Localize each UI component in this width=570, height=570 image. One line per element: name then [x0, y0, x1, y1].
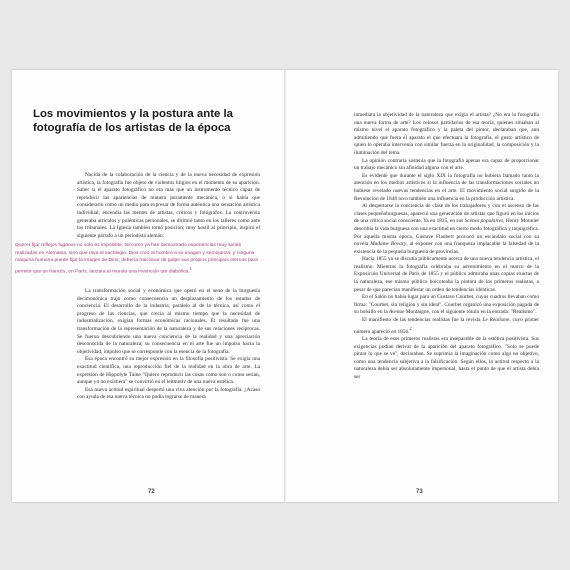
page-number: 73: [416, 489, 423, 495]
footnote-ref: 2: [409, 325, 412, 331]
paragraph: Hacia 1855 ya se discutía públicamente acerca de una nueva tendencia artística, el realismo. Mientras la fotografía celebraba su advenimiento en el marco de la Exposición Universal de París de 1855 y el público admiraba unas copias exactas de la naturaleza, ese mismo público boicoteaba la pintura de los primeros realistas, a pesar de que parecían manifestar un orden de tendencias idénticas.: [354, 256, 539, 293]
magazine-title: Le Réalisme: [482, 317, 510, 324]
chapter-heading: Los movimientos y la postura ante la fotografía de los artistas de la época: [33, 108, 234, 134]
paragraph: [354, 203, 539, 256]
right-page: [285, 70, 558, 502]
text-run: , cuyo primer número apareció en 1856.: [354, 317, 540, 335]
quote-text: Querer fijar reflejos fugaces no solo es imposible, tal como ya han demostrado experiencias muy serias realizadas en Alemania, sino que raya el sacrilegio. Dios creó al hombre a su imagen y semejanza, y ninguna máquina humana puede fijar la imagen de Dios; debería traicionar de golpe sus propios principios eternos para permitir que un francés, en París, lanzara al mundo una invención tan diabólica.: [15, 243, 258, 275]
paragraph: La opinión contraria sostenía que la fotografía apenas era capaz de proporcionar un trabajo mecánico sin afinidad alguna con el arte.: [354, 157, 539, 172]
paragraph: La teoría de esos primeros realistas era inseparable de la estética positivista. Sus exigencias podían derivar de la aparición del aparato fotográfico. "Solo se puede pintar lo que se ve", declaraban. Se suprimía la imaginación como algo no objetivo, como una tendencia subjetiva a la falsificación. Según ellos, la actitud respecto a la naturaleza debía ser absolutamente impersonal, hasta el punto de que el artista debía ser: [354, 336, 539, 380]
text-run: , al exponer con una franqueza implacable la falsedad de la existencia de la pequeña burguesía de provincias.: [354, 241, 539, 255]
book-title: Scènes populaires: [464, 218, 504, 225]
paragraph: Esa nueva actitud espiritual despertó una viva atención por la fotografía. ¿Acaso con ayuda de esa nueva técnica no podía lograrse de manera: [77, 386, 260, 401]
book-spread: [12, 70, 558, 502]
left-page: [12, 70, 285, 502]
book-title: Madame Bovary: [370, 241, 407, 248]
text-run: Montaigne, con el siguiente rótulo en la entrada: "Realismo".: [404, 309, 537, 316]
text-run: En el Salón no había lugar para un Gustave Courbet, cuyos cuadros llevaban como firma: "Courbet, sin religión y sin ideal". Courbet organizó una exposición pagada de su bolsillo en la: [354, 294, 539, 316]
text-run: El manifiesto de las tendencias realistas fue la revista: [362, 317, 483, 324]
paragraph: Esa época encontró su mejor expresión en la filosofía positivista. Se exigía una exactitud científica, una reproducción fiel de la realidad en la obra de arte. La expresión de Hippolyte Taine "Quiero reproducir las cosas como son o como serían, aunque yo no existiera" se convirtió en el leitmotiv de una nueva estética.: [77, 356, 260, 386]
text-run: Al despertarse la conciencia de clase de los trabajadores y con el ascenso de las clases pequeñoburguesas, apareció una generación de artistas que figuró en los inicios de una crítica social consciente. Ya en 1835, en sus: [354, 203, 539, 225]
text-run: , Henry Monnier describía la vida burguesa con una exactitud en cierto modo fotográfica y taquigráfica. Por aquella misma época, Gustave Flaubert provocó un escándalo social con su novela: [354, 218, 540, 248]
block-quote: [15, 242, 259, 276]
paragraph: Nacida de la colaboración de la ciencia y de la nueva necesidad de expresión artística, la fotografía fue objeto de violentos litigios en el momento de su aparición. Saber si el aparato fotográfico no era más que un instrumento técnico capaz de reproducir las apariencias de manera puramente mecánica, o si había que considerarlo como un medio para expresar de forma auténtica una sensación artística individual, encendía las mentes de artistas, críticos y fotógrafos. La controversia generaba artículos y polémicas personales, se dirimió tanto en los talleres como ante los tribunales. La Iglesia también tomó posición; muy hostil al principio, inspiró el siguiente párrafo a un periodista alemán:: [77, 172, 260, 239]
right-column: [354, 112, 539, 382]
paragraph: inmediata la objetividad de la naturaleza que exigía el artista? ¿No era la fotografía una nueva forma de arte? Los celosos partidarios de esa teoría, quienes situaban al mismo nivel el aparato fotográfico y la paleta del pintor, declaraban que, aun admitiendo que fuera el aparato el que efectuara la fotografía, el gusto artístico de quien lo operaba intervenía con similar fuerza en la originalidad, la composición y la iluminación del tema.: [354, 112, 539, 156]
left-column-bottom: [77, 288, 260, 402]
page-number: 72: [148, 489, 155, 495]
paragraph: [354, 317, 539, 336]
paragraph: [354, 294, 539, 317]
place-name: Avenue: [389, 309, 405, 316]
paragraph: Es evidente que durante el siglo XIX la fotografía no hubiera llamado tanto la atención en los medios artísticos si la influencia de las transformaciones sociales no hubiese revelado nuevas tendencias en el arte. El movimiento social surgido de la Revolución de 1848 tuvo también una influencia en la producción artística.: [354, 172, 539, 202]
footnote-ref: 1: [189, 265, 192, 271]
left-column-top: [77, 172, 260, 240]
paragraph: La transformación social y económica que operó en el seno de la burguesía decimonónica trajo como consecuencia un desplazamiento de los estados de conciencia. El desarrollo de la industria, paralelo al de la técnica, así como el progreso de las ciencias, que crecía al mismo tiempo que la necesidad de industrialización, exigían formas económicas racionales. El resultado fue una transformación de la representación de la naturaleza y de sus relaciones recíprocas. Se fueron descubriendo una nueva conciencia de la realidad y una apreciación desconocida de la naturaleza; su consecuencia en el arte fue un impulso hacia la objetividad, impulso que se corresponde con la esencia de la fotografía.: [77, 288, 260, 355]
